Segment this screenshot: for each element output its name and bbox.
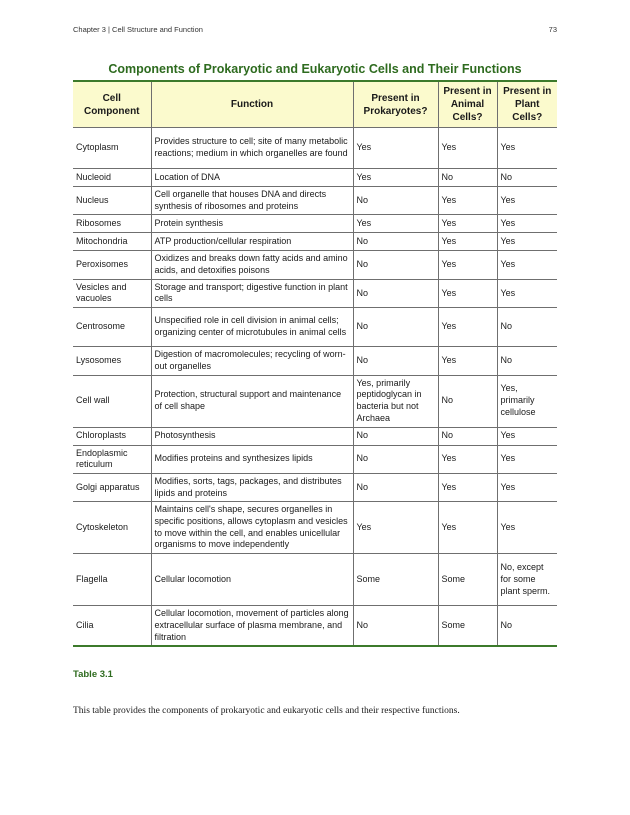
animal-value: Some	[438, 554, 497, 606]
animal-value: Yes	[438, 308, 497, 347]
animal-value: Some	[438, 606, 497, 647]
table-row	[73, 473, 557, 501]
table-row	[73, 187, 557, 215]
table-row	[73, 554, 557, 606]
table-row	[73, 251, 557, 279]
table-row	[73, 427, 557, 445]
prokaryotes-value: Yes	[353, 502, 438, 554]
function-description: Storage and transport; digestive function in plant cells	[151, 279, 353, 307]
cell-component: Cell wall	[73, 375, 151, 427]
prokaryotes-value: Some	[353, 554, 438, 606]
cell-component: Golgi apparatus	[73, 473, 151, 501]
prokaryotes-value: No	[353, 233, 438, 251]
cell-component: Lysosomes	[73, 347, 151, 375]
plant-value: Yes	[497, 251, 557, 279]
plant-value: Yes	[497, 233, 557, 251]
cell-component: Endoplasmic reticulum	[73, 445, 151, 473]
plant-value: No	[497, 169, 557, 187]
function-description: Cellular locomotion	[151, 554, 353, 606]
table-body	[73, 128, 557, 647]
page-number: 73	[548, 25, 557, 34]
plant-value: Yes	[497, 279, 557, 307]
plant-value: No	[497, 347, 557, 375]
table-number-label: Table 3.1	[73, 669, 113, 680]
prokaryotes-value: Yes	[353, 215, 438, 233]
column-header: Function	[151, 81, 353, 128]
function-description: Provides structure to cell; site of many metabolic reactions; medium in which organelles are found	[151, 128, 353, 169]
function-description: Unspecified role in cell division in animal cells; organizing center of microtubules in animal cells	[151, 308, 353, 347]
cell-component: Nucleoid	[73, 169, 151, 187]
prokaryotes-value: No	[353, 251, 438, 279]
table-caption: This table provides the components of prokaryotic and eukaryotic cells and their respective functions.	[73, 706, 460, 716]
function-description: Cellular locomotion, movement of particles along extracellular surface of plasma membrane, and filtration	[151, 606, 353, 647]
plant-value: Yes	[497, 215, 557, 233]
plant-value: Yes, primarily cellulose	[497, 375, 557, 427]
plant-value: No	[497, 308, 557, 347]
cell-component: Cilia	[73, 606, 151, 647]
function-description: Protein synthesis	[151, 215, 353, 233]
function-description: Modifies, sorts, tags, packages, and distributes lipids and proteins	[151, 473, 353, 501]
table-row	[73, 606, 557, 647]
table-row	[73, 375, 557, 427]
function-description: Oxidizes and breaks down fatty acids and amino acids, and detoxifies poisons	[151, 251, 353, 279]
table-row	[73, 502, 557, 554]
column-header: Present in Prokaryotes?	[353, 81, 438, 128]
prokaryotes-value: No	[353, 347, 438, 375]
prokaryotes-value: No	[353, 308, 438, 347]
cell-component: Peroxisomes	[73, 251, 151, 279]
animal-value: Yes	[438, 251, 497, 279]
cell-component: Ribosomes	[73, 215, 151, 233]
animal-value: Yes	[438, 279, 497, 307]
column-header: Present in Animal Cells?	[438, 81, 497, 128]
animal-value: Yes	[438, 128, 497, 169]
animal-value: Yes	[438, 445, 497, 473]
animal-value: Yes	[438, 347, 497, 375]
table-row	[73, 308, 557, 347]
table-row	[73, 445, 557, 473]
cell-component: Nucleus	[73, 187, 151, 215]
prokaryotes-value: No	[353, 445, 438, 473]
function-description: Photosynthesis	[151, 427, 353, 445]
prokaryotes-value: No	[353, 187, 438, 215]
table-row	[73, 347, 557, 375]
animal-value: No	[438, 427, 497, 445]
prokaryotes-value: Yes	[353, 128, 438, 169]
table-row	[73, 215, 557, 233]
table-header-row	[73, 81, 557, 128]
prokaryotes-value: No	[353, 279, 438, 307]
cell-component: Vesicles and vacuoles	[73, 279, 151, 307]
plant-value: Yes	[497, 473, 557, 501]
running-header	[73, 25, 557, 34]
animal-value: Yes	[438, 502, 497, 554]
function-description: Cell organelle that houses DNA and directs synthesis of ribosomes and proteins	[151, 187, 353, 215]
animal-value: Yes	[438, 215, 497, 233]
animal-value: No	[438, 169, 497, 187]
animal-value: Yes	[438, 473, 497, 501]
plant-value: No, except for some plant sperm.	[497, 554, 557, 606]
cell-component: Cytoplasm	[73, 128, 151, 169]
prokaryotes-value: No	[353, 606, 438, 647]
table-row	[73, 279, 557, 307]
animal-value: Yes	[438, 233, 497, 251]
cell-components-table	[73, 80, 557, 647]
plant-value: Yes	[497, 128, 557, 169]
function-description: Digestion of macromolecules; recycling of worn-out organelles	[151, 347, 353, 375]
function-description: Protection, structural support and maintenance of cell shape	[151, 375, 353, 427]
function-description: ATP production/cellular respiration	[151, 233, 353, 251]
cell-component: Flagella	[73, 554, 151, 606]
cell-component: Centrosome	[73, 308, 151, 347]
function-description: Maintains cell's shape, secures organelles in specific positions, allows cytoplasm and vesicles to move within the cell, and enables unicellular organisms to move independently	[151, 502, 353, 554]
plant-value: Yes	[497, 427, 557, 445]
column-header: Present in Plant Cells?	[497, 81, 557, 128]
plant-value: No	[497, 606, 557, 647]
function-description: Modifies proteins and synthesizes lipids	[151, 445, 353, 473]
animal-value: Yes	[438, 187, 497, 215]
cell-component: Mitochondria	[73, 233, 151, 251]
cell-component: Cytoskeleton	[73, 502, 151, 554]
table-row	[73, 128, 557, 169]
animal-value: No	[438, 375, 497, 427]
plant-value: Yes	[497, 445, 557, 473]
cell-component: Chloroplasts	[73, 427, 151, 445]
column-header: Cell Component	[73, 81, 151, 128]
table-row	[73, 233, 557, 251]
prokaryotes-value: No	[353, 427, 438, 445]
plant-value: Yes	[497, 187, 557, 215]
prokaryotes-value: Yes, primarily peptidoglycan in bacteria but not Archaea	[353, 375, 438, 427]
table-row	[73, 169, 557, 187]
function-description: Location of DNA	[151, 169, 353, 187]
table-title: Components of Prokaryotic and Eukaryotic Cells and Their Functions	[108, 62, 522, 76]
chapter-title: Chapter 3 | Cell Structure and Function	[73, 25, 203, 34]
prokaryotes-value: No	[353, 473, 438, 501]
plant-value: Yes	[497, 502, 557, 554]
prokaryotes-value: Yes	[353, 169, 438, 187]
